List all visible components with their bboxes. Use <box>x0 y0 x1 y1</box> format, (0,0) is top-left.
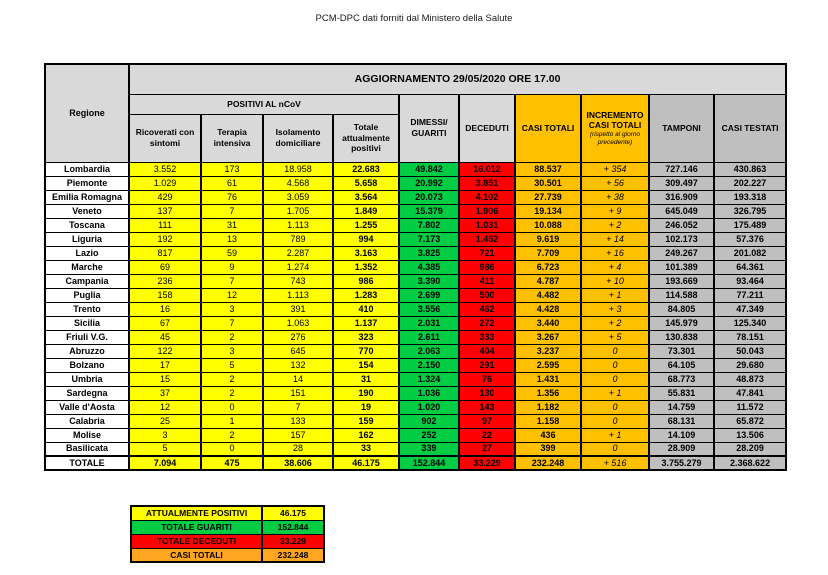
value-cell: 7 <box>201 204 263 218</box>
value-cell: 97 <box>459 414 515 428</box>
value-cell: 22 <box>459 428 515 442</box>
value-cell: 6.723 <box>515 260 581 274</box>
value-cell: 1.352 <box>333 260 399 274</box>
table-row <box>45 400 786 414</box>
value-cell: 721 <box>459 246 515 260</box>
value-cell: 114.588 <box>649 288 714 302</box>
column-header-deceduti: DECEDUTI <box>459 94 515 162</box>
value-cell: + 2 <box>581 218 649 232</box>
value-cell: 14.759 <box>649 400 714 414</box>
value-cell: 316.909 <box>649 190 714 204</box>
region-name-cell: Piemonte <box>45 176 129 190</box>
value-cell: + 14 <box>581 232 649 246</box>
value-cell: 154 <box>333 358 399 372</box>
table-row <box>45 260 786 274</box>
value-cell: 3.163 <box>333 246 399 260</box>
value-cell: 77.211 <box>714 288 786 302</box>
value-cell: 130.838 <box>649 330 714 344</box>
value-cell: 28.909 <box>649 442 714 456</box>
value-cell: 462 <box>459 302 515 316</box>
value-cell: 1.029 <box>129 176 201 190</box>
value-cell: 3.755.279 <box>649 456 714 470</box>
value-cell: 64.361 <box>714 260 786 274</box>
value-cell: 64.105 <box>649 358 714 372</box>
summary-value: 46.175 <box>262 506 324 520</box>
region-name-cell: Lombardia <box>45 162 129 176</box>
value-cell: 727.146 <box>649 162 714 176</box>
value-cell: 202.227 <box>714 176 786 190</box>
value-cell: + 5 <box>581 330 649 344</box>
value-cell: 9 <box>201 260 263 274</box>
value-cell: + 1 <box>581 428 649 442</box>
value-cell: 1.274 <box>263 260 333 274</box>
value-cell: 4.568 <box>263 176 333 190</box>
value-cell: 16 <box>129 302 201 316</box>
value-cell: 12 <box>201 288 263 302</box>
value-cell: 4.428 <box>515 302 581 316</box>
value-cell: 2 <box>201 330 263 344</box>
region-column-header: Regione <box>45 64 129 162</box>
value-cell: 47.841 <box>714 386 786 400</box>
value-cell: 475 <box>201 456 263 470</box>
value-cell: 1.063 <box>263 316 333 330</box>
value-cell: 19.134 <box>515 204 581 218</box>
table-row <box>45 190 786 204</box>
value-cell: 28 <box>263 442 333 456</box>
value-cell: 37 <box>129 386 201 400</box>
value-cell: 1.431 <box>515 372 581 386</box>
value-cell: 78.151 <box>714 330 786 344</box>
value-cell: 7.173 <box>399 232 459 246</box>
column-header-casi-testati: CASI TESTATI <box>714 94 786 162</box>
table-row <box>45 246 786 260</box>
summary-row <box>131 548 324 562</box>
value-cell: 12 <box>129 400 201 414</box>
value-cell: 47.349 <box>714 302 786 316</box>
summary-body <box>131 506 324 562</box>
value-cell: 1.020 <box>399 400 459 414</box>
value-cell: 29.680 <box>714 358 786 372</box>
value-cell: + 56 <box>581 176 649 190</box>
value-cell: 276 <box>263 330 333 344</box>
value-cell: 73.301 <box>649 344 714 358</box>
value-cell: + 1 <box>581 386 649 400</box>
page-title: PCM-DPC dati forniti dal Ministero della Salute <box>315 13 513 24</box>
value-cell: 5 <box>129 442 201 456</box>
value-cell: 28.209 <box>714 442 786 456</box>
value-cell: 410 <box>333 302 399 316</box>
value-cell: 2 <box>201 428 263 442</box>
value-cell: 76 <box>459 372 515 386</box>
table-row <box>45 442 786 456</box>
value-cell: 4.482 <box>515 288 581 302</box>
incremento-label: INCREMENTO CASI TOTALI <box>586 109 644 131</box>
value-cell: 430.863 <box>714 162 786 176</box>
value-cell: 986 <box>333 274 399 288</box>
value-cell: 145.979 <box>649 316 714 330</box>
value-cell: 15.379 <box>399 204 459 218</box>
value-cell: 50.043 <box>714 344 786 358</box>
value-cell: 986 <box>459 260 515 274</box>
value-cell: 0 <box>581 414 649 428</box>
region-name-cell: Molise <box>45 428 129 442</box>
value-cell: 22.683 <box>333 162 399 176</box>
value-cell: + 38 <box>581 190 649 204</box>
value-cell: 33 <box>333 442 399 456</box>
table-row <box>45 358 786 372</box>
value-cell: 7.802 <box>399 218 459 232</box>
value-cell: 69 <box>129 260 201 274</box>
value-cell: 994 <box>333 232 399 246</box>
value-cell: 55.831 <box>649 386 714 400</box>
value-cell: 500 <box>459 288 515 302</box>
value-cell: 31 <box>333 372 399 386</box>
region-name-cell: Puglia <box>45 288 129 302</box>
value-cell: 49.842 <box>399 162 459 176</box>
table-row <box>45 162 786 176</box>
column-header-tamponi: TAMPONI <box>649 94 714 162</box>
summary-table <box>130 505 325 563</box>
value-cell: 16.012 <box>459 162 515 176</box>
value-cell: + 516 <box>581 456 649 470</box>
value-cell: 272 <box>459 316 515 330</box>
value-cell: 1.137 <box>333 316 399 330</box>
region-name-cell: Emilia Romagna <box>45 190 129 204</box>
value-cell: 152.844 <box>399 456 459 470</box>
value-cell: 65.872 <box>714 414 786 428</box>
region-name-cell: Bolzano <box>45 358 129 372</box>
value-cell: 7.709 <box>515 246 581 260</box>
value-cell: 2.287 <box>263 246 333 260</box>
value-cell: 2.699 <box>399 288 459 302</box>
value-cell: 190 <box>333 386 399 400</box>
update-header: AGGIORNAMENTO 29/05/2020 ORE 17.00 <box>129 64 786 94</box>
value-cell: 137 <box>129 204 201 218</box>
value-cell: 789 <box>263 232 333 246</box>
value-cell: 1.356 <box>515 386 581 400</box>
value-cell: 3 <box>129 428 201 442</box>
value-cell: 333 <box>459 330 515 344</box>
value-cell: 19 <box>333 400 399 414</box>
value-cell: 3 <box>201 302 263 316</box>
summary-value: 152.844 <box>262 520 324 534</box>
total-row <box>45 456 786 470</box>
value-cell: 2 <box>201 386 263 400</box>
value-cell: 391 <box>263 302 333 316</box>
value-cell: 2.595 <box>515 358 581 372</box>
summary-row <box>131 534 324 548</box>
value-cell: 27 <box>459 442 515 456</box>
region-name-cell: Lazio <box>45 246 129 260</box>
value-cell: + 354 <box>581 162 649 176</box>
column-header-casi-totali: CASI TOTALI <box>515 94 581 162</box>
value-cell: 1.849 <box>333 204 399 218</box>
value-cell: 1.113 <box>263 288 333 302</box>
value-cell: 232.248 <box>515 456 581 470</box>
value-cell: 11.572 <box>714 400 786 414</box>
value-cell: 25 <box>129 414 201 428</box>
value-cell: 193.669 <box>649 274 714 288</box>
region-name-cell: TOTALE <box>45 456 129 470</box>
value-cell: 67 <box>129 316 201 330</box>
value-cell: 88.537 <box>515 162 581 176</box>
value-cell: 2.150 <box>399 358 459 372</box>
value-cell: 2 <box>201 372 263 386</box>
summary-label: TOTALE GUARITI <box>131 520 262 534</box>
value-cell: 4.385 <box>399 260 459 274</box>
value-cell: 68.131 <box>649 414 714 428</box>
table-row <box>45 428 786 442</box>
table-row <box>45 344 786 358</box>
summary-value: 33.229 <box>262 534 324 548</box>
value-cell: 4.787 <box>515 274 581 288</box>
value-cell: 3 <box>201 344 263 358</box>
value-cell: 0 <box>581 372 649 386</box>
value-cell: 3.237 <box>515 344 581 358</box>
column-header-ricoverati: Ricoverati con sintomi <box>129 114 201 162</box>
value-cell: 236 <box>129 274 201 288</box>
value-cell: 48.873 <box>714 372 786 386</box>
value-cell: 404 <box>459 344 515 358</box>
value-cell: 1.113 <box>263 218 333 232</box>
value-cell: 175.489 <box>714 218 786 232</box>
table-row <box>45 232 786 246</box>
value-cell: 902 <box>399 414 459 428</box>
value-cell: 645 <box>263 344 333 358</box>
value-cell: 645.049 <box>649 204 714 218</box>
value-cell: 1.705 <box>263 204 333 218</box>
value-cell: 1.906 <box>459 204 515 218</box>
value-cell: 192 <box>129 232 201 246</box>
value-cell: 0 <box>581 358 649 372</box>
summary-label: TOTALE DECEDUTI <box>131 534 262 548</box>
column-header-dimessi-guariti: DIMESSI/ GUARITI <box>399 94 459 162</box>
value-cell: 125.340 <box>714 316 786 330</box>
table-row <box>45 218 786 232</box>
value-cell: 3.390 <box>399 274 459 288</box>
value-cell: 38.606 <box>263 456 333 470</box>
value-cell: 31 <box>201 218 263 232</box>
value-cell: 13.506 <box>714 428 786 442</box>
value-cell: 157 <box>263 428 333 442</box>
region-name-cell: Trento <box>45 302 129 316</box>
value-cell: 2.368.622 <box>714 456 786 470</box>
value-cell: 7.094 <box>129 456 201 470</box>
value-cell: 17 <box>129 358 201 372</box>
value-cell: 5.658 <box>333 176 399 190</box>
value-cell: 3.556 <box>399 302 459 316</box>
value-cell: 3.564 <box>333 190 399 204</box>
value-cell: 249.267 <box>649 246 714 260</box>
table-row <box>45 204 786 218</box>
region-name-cell: Liguria <box>45 232 129 246</box>
value-cell: 3.267 <box>515 330 581 344</box>
table-body <box>45 162 786 470</box>
column-header-incremento <box>581 94 649 162</box>
summary-row <box>131 506 324 520</box>
value-cell: 158 <box>129 288 201 302</box>
value-cell: 2.063 <box>399 344 459 358</box>
value-cell: + 2 <box>581 316 649 330</box>
table-row <box>45 176 786 190</box>
column-header-terapia-intensiva: Terapia intensiva <box>201 114 263 162</box>
value-cell: 1.324 <box>399 372 459 386</box>
table-row <box>45 330 786 344</box>
column-header-totale-positivi: Totale attualmente positivi <box>333 114 399 162</box>
value-cell: 201.082 <box>714 246 786 260</box>
region-name-cell: Marche <box>45 260 129 274</box>
value-cell: 68.773 <box>649 372 714 386</box>
positivi-group-header: POSITIVI AL nCoV <box>129 94 399 114</box>
value-cell: 13 <box>201 232 263 246</box>
value-cell: 93.464 <box>714 274 786 288</box>
value-cell: 326.795 <box>714 204 786 218</box>
value-cell: 33.229 <box>459 456 515 470</box>
value-cell: 46.175 <box>333 456 399 470</box>
value-cell: 132 <box>263 358 333 372</box>
value-cell: 193.318 <box>714 190 786 204</box>
value-cell: 291 <box>459 358 515 372</box>
value-cell: 151 <box>263 386 333 400</box>
region-name-cell: Campania <box>45 274 129 288</box>
value-cell: 111 <box>129 218 201 232</box>
value-cell: 10.088 <box>515 218 581 232</box>
value-cell: 27.739 <box>515 190 581 204</box>
value-cell: 130 <box>459 386 515 400</box>
table-row <box>45 414 786 428</box>
value-cell: 76 <box>201 190 263 204</box>
value-cell: 7 <box>201 274 263 288</box>
value-cell: 173 <box>201 162 263 176</box>
value-cell: 84.805 <box>649 302 714 316</box>
table-row <box>45 386 786 400</box>
value-cell: 15 <box>129 372 201 386</box>
value-cell: 2.611 <box>399 330 459 344</box>
value-cell: 1.452 <box>459 232 515 246</box>
value-cell: + 1 <box>581 288 649 302</box>
value-cell: 1 <box>201 414 263 428</box>
value-cell: 7 <box>201 316 263 330</box>
value-cell: + 10 <box>581 274 649 288</box>
summary-row <box>131 520 324 534</box>
region-name-cell: Toscana <box>45 218 129 232</box>
value-cell: 162 <box>333 428 399 442</box>
region-name-cell: Basilicata <box>45 442 129 456</box>
value-cell: + 4 <box>581 260 649 274</box>
value-cell: + 16 <box>581 246 649 260</box>
value-cell: 14 <box>263 372 333 386</box>
value-cell: 3.825 <box>399 246 459 260</box>
value-cell: 1.255 <box>333 218 399 232</box>
value-cell: 3.440 <box>515 316 581 330</box>
value-cell: 743 <box>263 274 333 288</box>
table-row <box>45 274 786 288</box>
value-cell: 3.552 <box>129 162 201 176</box>
table-row <box>45 302 786 316</box>
region-name-cell: Sardegna <box>45 386 129 400</box>
value-cell: 0 <box>581 400 649 414</box>
value-cell: 102.173 <box>649 232 714 246</box>
value-cell: 429 <box>129 190 201 204</box>
report-table <box>44 63 787 471</box>
value-cell: 0 <box>581 344 649 358</box>
value-cell: 1.031 <box>459 218 515 232</box>
value-cell: 143 <box>459 400 515 414</box>
value-cell: 30.501 <box>515 176 581 190</box>
value-cell: 57.376 <box>714 232 786 246</box>
value-cell: + 3 <box>581 302 649 316</box>
value-cell: 436 <box>515 428 581 442</box>
value-cell: 7 <box>263 400 333 414</box>
value-cell: 101.389 <box>649 260 714 274</box>
value-cell: 252 <box>399 428 459 442</box>
value-cell: 20.073 <box>399 190 459 204</box>
value-cell: 4.102 <box>459 190 515 204</box>
value-cell: 1.158 <box>515 414 581 428</box>
table-header <box>45 64 786 162</box>
value-cell: 323 <box>333 330 399 344</box>
value-cell: 45 <box>129 330 201 344</box>
value-cell: 3.851 <box>459 176 515 190</box>
table-row <box>45 288 786 302</box>
region-name-cell: Abruzzo <box>45 344 129 358</box>
value-cell: 0 <box>201 442 263 456</box>
value-cell: 9.619 <box>515 232 581 246</box>
value-cell: 2.031 <box>399 316 459 330</box>
value-cell: 399 <box>515 442 581 456</box>
value-cell: 1.283 <box>333 288 399 302</box>
table-row <box>45 316 786 330</box>
value-cell: 133 <box>263 414 333 428</box>
value-cell: 59 <box>201 246 263 260</box>
summary-label: ATTUALMENTE POSITIVI <box>131 506 262 520</box>
incremento-note: (rispetto al giorno precedente) <box>589 131 641 146</box>
value-cell: 817 <box>129 246 201 260</box>
summary-label: CASI TOTALI <box>131 548 262 562</box>
region-name-cell: Friuli V.G. <box>45 330 129 344</box>
value-cell: 246.052 <box>649 218 714 232</box>
value-cell: 1.036 <box>399 386 459 400</box>
region-name-cell: Sicilia <box>45 316 129 330</box>
region-name-cell: Veneto <box>45 204 129 218</box>
column-header-isolamento: Isolamento domiciliare <box>263 114 333 162</box>
value-cell: 20.992 <box>399 176 459 190</box>
value-cell: 0 <box>581 442 649 456</box>
value-cell: 770 <box>333 344 399 358</box>
value-cell: 339 <box>399 442 459 456</box>
table-row <box>45 372 786 386</box>
region-name-cell: Valle d'Aosta <box>45 400 129 414</box>
value-cell: 309.497 <box>649 176 714 190</box>
value-cell: 61 <box>201 176 263 190</box>
value-cell: 14.109 <box>649 428 714 442</box>
value-cell: 411 <box>459 274 515 288</box>
value-cell: 5 <box>201 358 263 372</box>
value-cell: 0 <box>201 400 263 414</box>
value-cell: 1.182 <box>515 400 581 414</box>
value-cell: 3.059 <box>263 190 333 204</box>
region-name-cell: Umbria <box>45 372 129 386</box>
value-cell: 159 <box>333 414 399 428</box>
summary-value: 232.248 <box>262 548 324 562</box>
region-name-cell: Calabria <box>45 414 129 428</box>
value-cell: + 9 <box>581 204 649 218</box>
value-cell: 122 <box>129 344 201 358</box>
value-cell: 18.958 <box>263 162 333 176</box>
